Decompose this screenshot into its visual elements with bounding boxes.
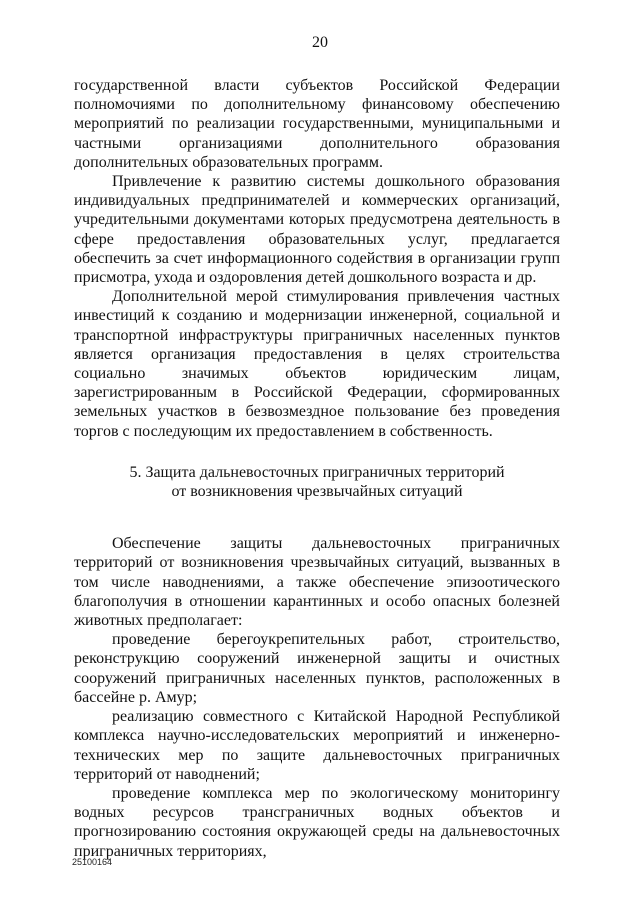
paragraph-preschool-business: Привлечение к развитию системы дошкольного образования индивидуальных предпринимателей и коммерческих организаций, учредительными документами которых предусмотрена деятельность в сфере предоставления образовательных услуг, предлагается обеспечить за счет информационного содействия в организации групп присмотра, ухода и оздоровления детей дошкольного возраста и др. (74, 173, 560, 287)
page-number: 20 (312, 34, 328, 51)
paragraph-private-investment: Дополнительной мерой стимулирования привлечения частных инвестиций к созданию и модернизации инженерной, социальной и транспортной инфраструктуры приграничных населенных пунктов является организация предоставления в целях строительства социально значимых объектов юридическим лицам, зарегистрированным в Российской Федерации, сформированных земельных участков в безвозмездное пользование без проведения торгов с последующим их предоставлением в собственность. (74, 288, 560, 440)
section-heading (74, 463, 560, 501)
section-heading-line2: от возникновения чрезвычайных ситуаций (171, 483, 463, 501)
paragraph-continuation: государственной власти субъектов Российской Федерации полномочиями по дополнительному финансовому обеспечению мероприятий по реализации государственными, муниципальными и частными организациями дополнительного образования дополнительных образовательных программ. (74, 77, 560, 171)
section-heading-line1: 5. Защита дальневосточных приграничных территорий (129, 463, 505, 481)
paragraph-china-cooperation: реализацию совместного с Китайской Народной Республикой комплекса научно-исследовательских мероприятий и инженерно-технических мер по защите дальневосточных приграничных территорий от наводнений; (74, 708, 560, 783)
paragraph-protection-intro: Обеспечение защиты дальневосточных приграничных территорий от возникновения чрезвычайных ситуаций, вызванных в том числе наводнениями, а также обеспечение эпизоотического благополучия в отношении карантинных и особо опасных болезней животных предполагает: (74, 535, 560, 630)
paragraph-ecological-monitoring: проведение комплекса мер по экологическому мониторингу водных ресурсов трансграничных водных объектов и прогнозированию состояния окружающей среды на дальневосточных приграничных территориях, (74, 784, 560, 860)
paragraph-bank-works: проведение берегоукрепительных работ, строительство, реконструкцию сооружений инженерной защиты и очистных сооружений приграничных населенных пунктов, расположенных в бассейне р. Амур; (74, 631, 560, 706)
document-code: 25100164 (72, 857, 113, 867)
document-body (74, 76, 560, 861)
